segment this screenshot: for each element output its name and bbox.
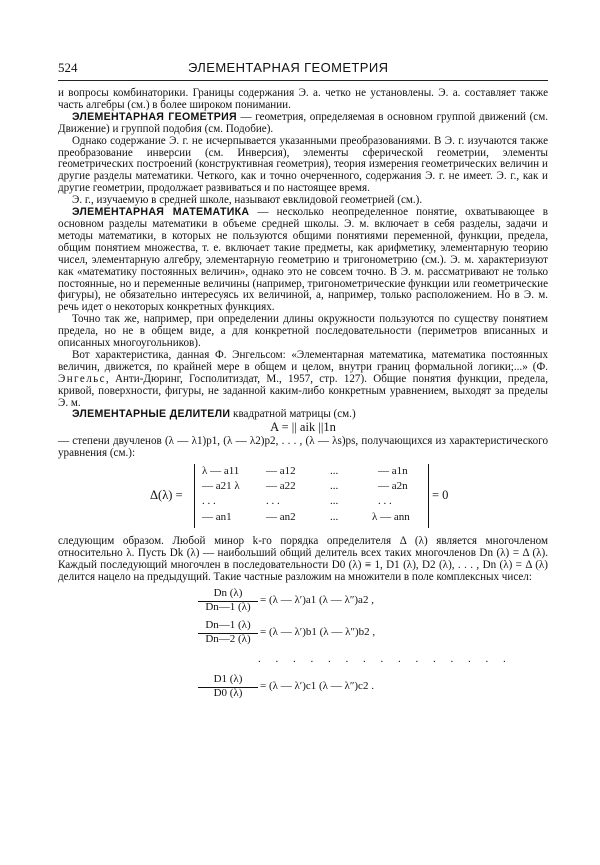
article-body <box>58 88 548 710</box>
quote-text-end: , Анти-Дюринг, Госполитиздат, М., 1957, стр. 127). Общие понятия функции, предела, кривой, поверхности, фигуры, не заданной каким-либо конкретным уравнением, выходят за пределы Э. м. <box>58 372 548 409</box>
det-cell: — an1 <box>202 511 232 524</box>
det-cell: . . . <box>202 495 216 508</box>
entry-term: ЭЛЕМЕНТАРНАЯ МАТЕМАТИКА <box>72 206 250 219</box>
paragraph: — степени двучленов (λ — λ1)p1, (λ — λ2)p2, . . . , (λ — λs)ps, получающихся из характеристического уравнения (см.): <box>58 435 548 460</box>
paragraph: и вопросы комбинаторики. Границы содержания Э. а. четко не установлены. Э. а. составляет также часть алгебры (см.) в более широком понимании. <box>58 87 548 111</box>
det-cell: — a1n <box>378 465 408 478</box>
det-cell: — a2n <box>378 480 408 493</box>
det-cell: — a21 λ <box>202 480 240 493</box>
fraction-denominator: D0 (λ) <box>213 686 243 699</box>
running-title: ЭЛЕМЕНТАРНАЯ ГЕОМЕТРИЯ <box>188 60 389 75</box>
paragraph: следующим образом. Любой минор k-го порядка определителя Δ (λ) является многочленом относительно λ. Пусть Dk (λ) — наибольший общий делитель всех таких многочленов Dn (λ) = Δ (λ). Каждый последующий многочлен в последовательности D0 (λ) ≡ 1, D1 (λ), D2 (λ), . . . , Dn (λ) = Δ (λ) делится нацело на предыдущий. Такие частные разложим на множители в поле комплексных чисел: <box>58 535 548 583</box>
fraction-denominator: Dn—1 (λ) <box>205 600 251 613</box>
det-cell: — an2 <box>266 511 296 524</box>
entry-text: — несколько неопределенное понятие, охватывающее в основном разделы математики в объеме средней школы. Э. м. включает в себя разделы, задачи и методы математики, в которых не пользуются общими понятиями переменной, функции, предела, общим понятием множества, т. е. включает такие предметы, как арифметику, элементарную теорию чисел, элементарную алгебру, элементарную геометрию и тригонометрию (см.). Э. м. характеризуют как «математику постоянных величин», однако это не совсем точно. В Э. м. рассматривают не только постоянные, но и переменные величины (например, тригонометрические функции или геометрические фигуры), не обязательно интересуясь их величиной, а, например, только расположением. Но в Э. м. речь идет о некоторых конкретных функциях. <box>58 206 548 314</box>
determinant-row <box>200 512 428 526</box>
det-cell: . . . <box>378 495 392 508</box>
determinant-row <box>200 481 428 495</box>
det-cell: ... <box>330 495 339 508</box>
determinant-rhs: = 0 <box>432 488 449 503</box>
quote-text: Вот характеристика, данная Ф. Энгельсом: «Элементарная математика, математика постоянных величин, движется, по крайней мере в общем и целом, внутри границ формальной логики;...» (Ф. <box>58 348 548 373</box>
determinant-equation <box>58 462 548 534</box>
quote-author: Энгельс <box>58 372 106 385</box>
entry-term: ЭЛЕМЕНТАРНЫЕ ДЕЛИТЕЛИ <box>72 408 231 421</box>
formula-dots: . . . . . . . . . . . . . . . <box>258 652 512 665</box>
paragraph: Точно так же, например, при определении длины окружности пользуются по существу понятием предела, но не в общем виде, а для конкретной последовательности (периметров вписанных и описанных многоугольников). <box>58 313 548 350</box>
fraction-numerator: D1 (λ) <box>198 674 258 688</box>
fraction <box>198 620 258 646</box>
fraction <box>198 674 258 700</box>
determinant-bar-left <box>194 464 195 528</box>
entry-text: квадратной матрицы (см.) <box>230 408 356 421</box>
paragraph: Э. г., изучаемую в средней школе, называют евклидовой геометрией (см.). <box>72 194 423 207</box>
det-cell: ... <box>330 480 339 493</box>
det-cell: — a22 <box>266 480 296 493</box>
running-header <box>58 60 548 76</box>
fraction-rhs: = (λ — λ′)b1 (λ — λ″)b2 , <box>260 625 376 638</box>
entry-elementary-geometry <box>58 112 548 136</box>
determinant-row <box>200 496 428 510</box>
det-cell: ... <box>330 511 339 524</box>
fraction-denominator: Dn—2 (λ) <box>205 632 251 645</box>
factorization-formulas <box>58 588 548 710</box>
entry-term: ЭЛЕМЕНТАРНАЯ ГЕОМЕТРИЯ <box>72 110 237 123</box>
fraction-numerator: Dn (λ) <box>198 588 258 602</box>
det-cell: λ — ann <box>372 511 410 524</box>
header-rule <box>58 80 548 81</box>
det-cell: — a12 <box>266 465 296 478</box>
entry-elementary-mathematics <box>58 207 548 314</box>
engels-quote <box>58 350 548 410</box>
fraction <box>198 588 258 614</box>
determinant-row <box>200 466 428 480</box>
determinant-bar-right <box>428 464 429 528</box>
formula-matrix-a: A = || aik ||1n <box>270 420 336 435</box>
det-cell: λ — a11 <box>202 465 240 478</box>
determinant-label: Δ(λ) = <box>150 488 183 503</box>
page-number: 524 <box>58 60 78 75</box>
fraction-rhs: = (λ — λ′)a1 (λ — λ″)a2 , <box>260 593 374 606</box>
det-cell: ... <box>330 465 339 478</box>
fraction-rhs: = (λ — λ′)c1 (λ — λ″)c2 . <box>260 679 374 692</box>
det-cell: . . . <box>266 495 280 508</box>
entry-text: — геометрия, определяемая в основном группой движений (см. Движение) и группой подобия (см. Подобие). <box>58 110 549 135</box>
fraction-numerator: Dn—1 (λ) <box>198 620 258 634</box>
paragraph: Однако содержание Э. г. не исчерпывается указанными преобразованиями. В Э. г. изучаются также преобразование инверсии (см. Инверсия), элементы сферической геометрии, элементы геометрических построений (конструктивная геометрия), теория измерения геометрических величин и другие разделы математики. Четкого, как и точно очерченного, содержания Э. г. не имеет. Э. г., как и другие геометрии, продолжает развиваться и по настоящее время. <box>58 134 548 195</box>
